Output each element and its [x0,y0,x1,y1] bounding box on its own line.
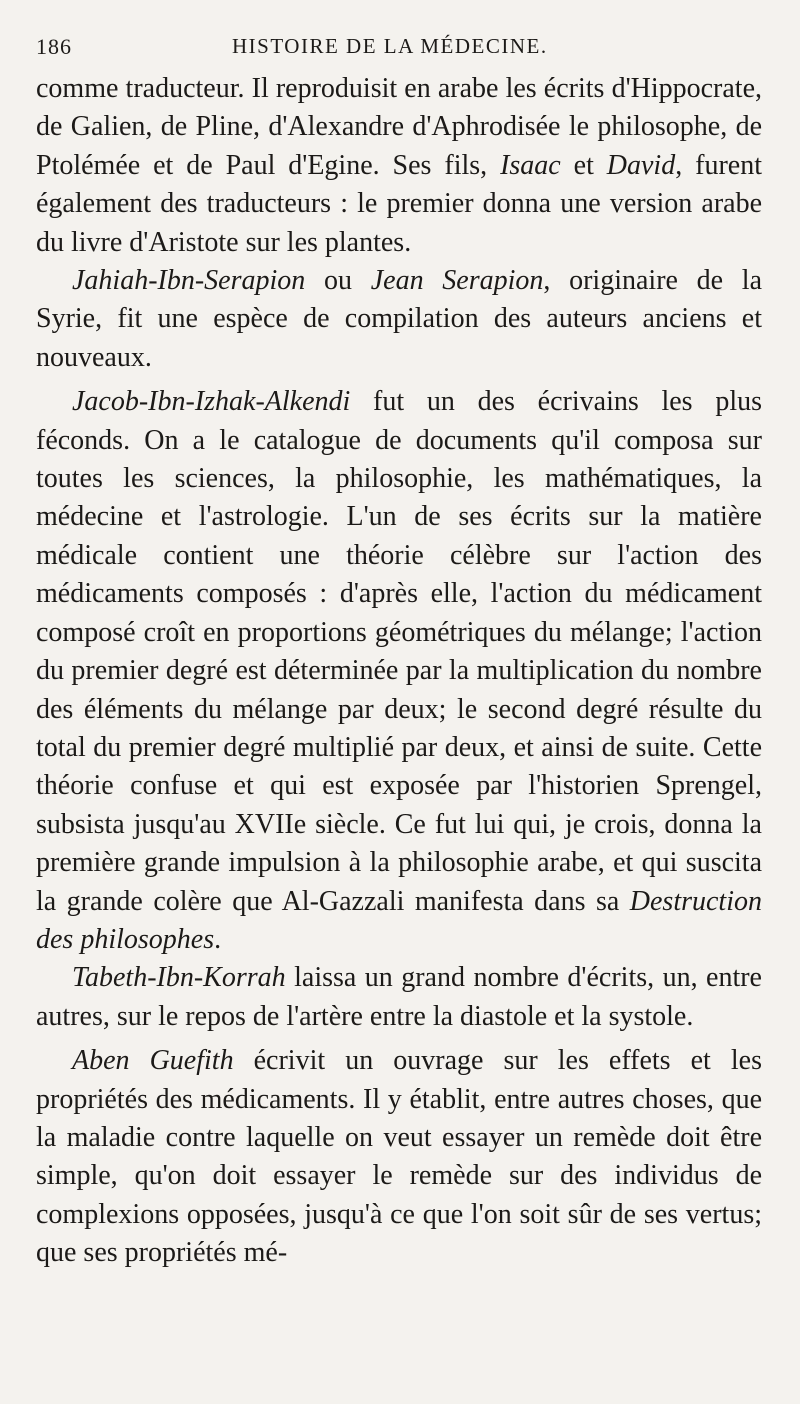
italic-name: Jacob-Ibn-Izhak-Alkendi [72,386,351,418]
body-text [36,70,762,1273]
italic-name: Tabeth-Ibn-Korrah [72,962,286,994]
paragraph-text: . [214,923,222,955]
paragraph-text: , originaire de la Syrie, fit une espèce de compilation des auteurs anciens et nouveaux. [36,265,762,373]
italic-name: Jahiah-Ibn-Serapion [72,265,306,297]
paragraph-text: comme traducteur. Il reproduisit en arabe les écrits d'Hippocrate, de Galien, de Pline, d'Alexandre d'Aphrodisée le philosophe, de Ptolémée et de Paul d'Egine. Ses fils, [36,73,762,181]
paragraph-5 [36,1042,762,1272]
running-title: HISTOIRE DE LA MÉDECINE. [232,34,548,58]
paragraph-4 [36,959,762,1036]
paragraph-text: laissa un grand nombre d'écrits, un, entre autres, sur le repos de l'artère entre la diastole et la systole. [36,962,762,1032]
page-header [36,30,762,70]
italic-name: Jean Serapion [370,265,544,297]
paragraph-text: ou [305,265,371,297]
paragraph-text: écrivit un ouvrage sur les effets et les propriétés des médicaments. Il y établit, entre autres choses, que la maladie contre laquelle on veut essayer un remède doit être simple, qu'on doit essayer le remède sur des individus de complexions opposées, jusqu'à ce que l'on soit sûr de ses vertus; que ses propriétés mé- [36,1045,762,1269]
paragraph-1 [36,70,762,262]
paragraph-text: et [560,149,607,181]
paragraph-2 [36,262,762,377]
italic-name: Aben Guefith [72,1045,234,1077]
italic-title: Destruction des philosophes [36,885,762,955]
italic-name: David [606,149,676,181]
paragraph-text: fut un des écrivains les plus féconds. On a le catalogue de documents qu'il composa sur toutes les sciences, la philosophie, les mathématiques, la médecine et l'astrologie. L'un de ses écrits sur la matière médicale contient une théorie célèbre sur l'action des médicaments composés : d'après elle, l'action du médicament composé croît en proportions géométriques du mélange; l'action du premier degré est déterminée par la multiplication du nombre des éléments du mélange par deux; le second degré résulte du total du premier degré multiplié par deux, et ainsi de suite. Cette théorie confuse et qui est exposée par l'historien Sprengel, subsista jusqu'au XVIIe siècle. Ce fut lui qui, je crois, donna la première grande impulsion à la philosophie arabe, et qui suscita la grande colère que Al-Gazzali manifesta dans sa [36,386,762,917]
page-number: 186 [36,34,72,59]
italic-name: Isaac [500,149,561,181]
paragraph-3 [36,383,762,959]
paragraph-text: , furent également des traducteurs : le premier donna une version arabe du livre d'Aristote sur les plantes. [36,149,762,258]
